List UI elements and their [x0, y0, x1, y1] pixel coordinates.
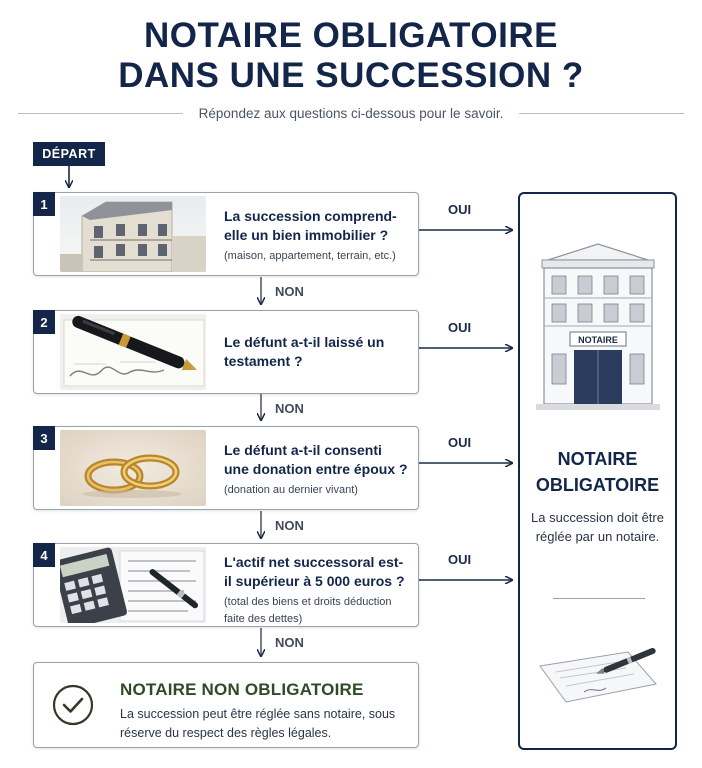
no-label-2: NON [275, 401, 304, 416]
step-3-question [224, 441, 408, 499]
step-number: 2 [33, 310, 55, 334]
result-notary-required [518, 192, 677, 750]
building-sign: NOTAIRE [578, 335, 618, 345]
no-label-1: NON [275, 284, 304, 299]
yes-label-2: OUI [448, 320, 472, 335]
result-divider [553, 598, 645, 599]
yes-label-3: OUI [448, 435, 472, 450]
wedding-rings-photo [60, 430, 206, 506]
step-3-detail: (donation au dernier vivant) [224, 484, 358, 496]
no-label-3: NON [275, 518, 304, 533]
step-number: 4 [33, 543, 55, 567]
calculator-photo [60, 547, 206, 623]
step-1-detail: (maison, appartement, terrain, etc.) [224, 250, 396, 262]
no-label-4: NON [275, 635, 304, 650]
building-photo [60, 196, 206, 272]
result-notary-not-required [33, 662, 419, 748]
step-2-question [224, 333, 408, 371]
document-pen-icon [532, 638, 664, 708]
step-number: 3 [33, 426, 55, 450]
check-circle-icon [52, 684, 94, 726]
step-2-card [33, 310, 419, 394]
result-yes-text: La succession doit être réglée par un notaire. [531, 510, 664, 544]
step-number: 1 [33, 192, 55, 216]
step-4-question [224, 553, 408, 628]
pen-signature-photo [60, 314, 206, 390]
step-3-card [33, 426, 419, 510]
step-2-question-text: Le défunt a-t-il laissé un testament ? [224, 334, 385, 369]
step-4-question-text: L'actif net successoral est-il supérieur à 5 000 euros ? [224, 554, 405, 589]
result-no-title: NOTAIRE NON OBLIGATOIRE [120, 680, 364, 699]
step-1-question-text: La succession comprend-elle un bien immobilier ? [224, 208, 397, 243]
page-title-line2: DANS UNE SUCCESSION ? [118, 56, 584, 95]
step-3-question-text: Le défunt a-t-il consenti une donation entre époux ? [224, 442, 408, 477]
step-1-card [33, 192, 419, 276]
result-no-text: La succession peut être réglée sans notaire, sous réserve du respect des règles légales. [120, 707, 396, 740]
yes-label-4: OUI [448, 552, 472, 567]
start-label: DÉPART [33, 142, 105, 166]
step-4-card [33, 543, 419, 627]
step-1-question [224, 207, 408, 265]
page-title-line1: NOTAIRE OBLIGATOIRE [144, 16, 558, 55]
yes-label-1: OUI [448, 202, 472, 217]
notary-building-icon [530, 238, 666, 412]
step-4-detail: (total des biens et droits déduction faite des dettes) [224, 596, 392, 625]
subtitle: Répondez aux questions ci-dessous pour le savoir. [198, 105, 504, 121]
result-yes-title: NOTAIRE OBLIGATOIRE [535, 449, 660, 495]
